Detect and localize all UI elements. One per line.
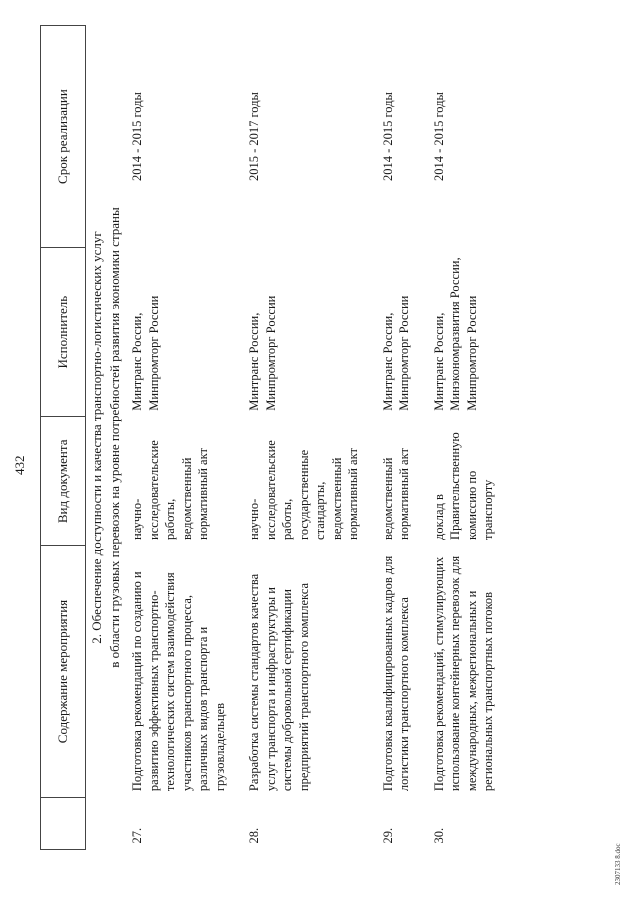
section-title [86, 26, 126, 850]
table-row [376, 26, 427, 850]
measures-table [40, 25, 511, 850]
row-executor: Минтранс России, Минпромторг России [130, 295, 161, 411]
row-doc-type: научно-исследовательские работы, государственные стандарты, ведомственный нормативный акт [247, 440, 361, 540]
row-doc-type: ведомственный нормативный акт [380, 448, 412, 540]
row-executor: Минтранс России, Минпромторг России [380, 295, 412, 411]
row-doc-type: доклад в Правительственную комиссию по транспорту [431, 432, 496, 540]
header-content: Содержание мероприятия [41, 546, 86, 797]
row-executor: Минтранс России, Минэкономразвития России, Минпромторг России [431, 257, 479, 411]
page-number: 432 [12, 455, 27, 475]
row-term: 2014 - 2015 годы [130, 92, 145, 182]
row-content: Подготовка рекомендаций по созданию и развитию эффективных транспортно-технологических систем взаимодействия участников транспортного процесса, различных видов транспорта и грузовладельцев [130, 571, 227, 792]
section-title-row [86, 26, 126, 850]
row-content: Разработка системы стандартов качества услуг транспорта и инфраструктуры и системы добровольной сертификации предприятий транспортного комплекса [247, 573, 311, 792]
row-doc-type: научно-исследовательские работы, ведомственный нормативный акт [130, 440, 211, 540]
row-term: 2015 - 2017 годы [247, 92, 262, 182]
row-number: 28. [247, 827, 262, 844]
section-title-line-2: в области грузовых перевозок на уровне потребностей развития экономики страны [106, 207, 122, 668]
row-number: 27. [130, 827, 145, 844]
footer-doc-code: 2307133 8.doc [614, 843, 622, 885]
row-executor: Минтранс России, Минпромторг России [247, 295, 278, 411]
header-doc-type: Вид документа [41, 417, 86, 546]
row-term: 2014 - 2015 годы [380, 92, 395, 182]
table-row [242, 26, 376, 850]
header-executor: Исполнитель [41, 248, 86, 417]
section-title-line-1: 2. Обеспечение доступности и качества транспортно-логистических услуг [89, 231, 104, 644]
row-term: 2014 - 2015 годы [431, 92, 446, 182]
table-row [125, 26, 242, 850]
row-content: Подготовка квалифицированных кадров для логистики транспортного комплекса [380, 555, 412, 792]
table-row [427, 26, 511, 850]
row-number: 29. [380, 827, 395, 844]
header-num-cell [41, 797, 86, 849]
row-content: Подготовка рекомендаций, стимулирующих использование контейнерных перевозок для международных, межрегиональных и региональных транспортных потоков [431, 555, 496, 792]
row-number: 30. [431, 827, 446, 844]
header-term: Срок реализации [41, 26, 86, 248]
table-header-row [41, 26, 86, 850]
